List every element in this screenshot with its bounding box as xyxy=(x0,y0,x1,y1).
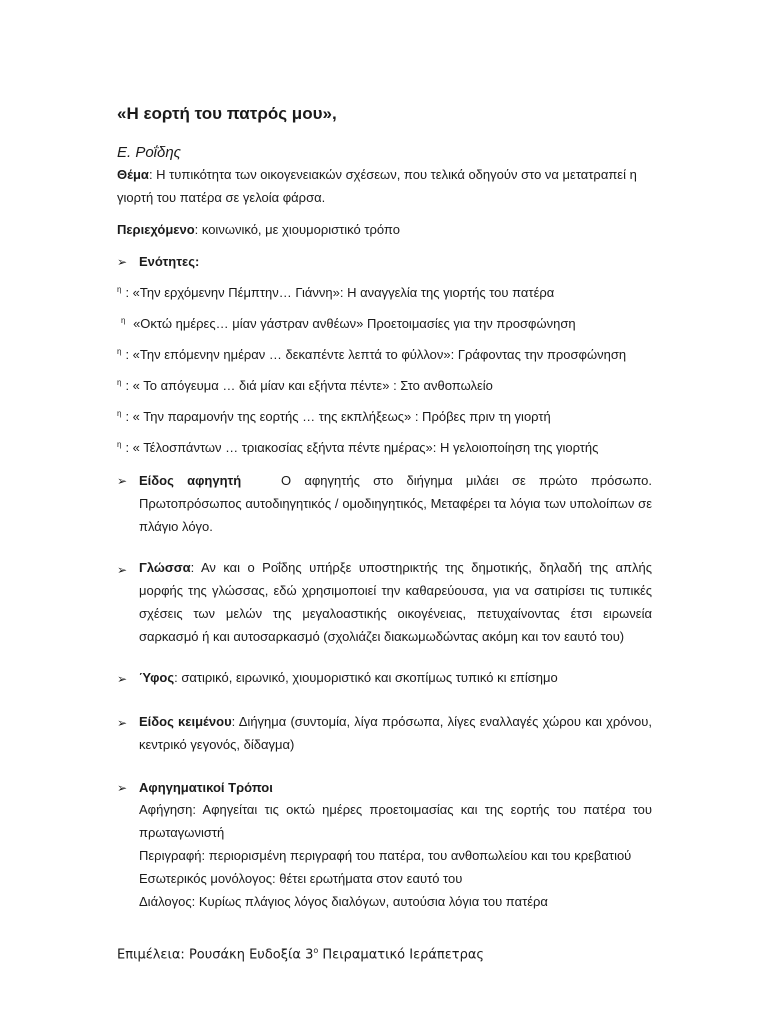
narrator-label: Είδος αφηγητή xyxy=(139,473,242,488)
bullet-icon: ➢ xyxy=(117,781,128,795)
author-name: Ε. Ροΐδης xyxy=(117,144,181,161)
modes-paragraph xyxy=(139,776,652,799)
mode-item: Περιγραφή: περιορισμένη περιγραφή του πατέρα, του ανθοπωλείου και του κρεβατιού xyxy=(139,848,632,863)
section-item: $^\eta$ : « Το απόγευμα … διά μίαν και εξήντα πέντε» : Στο ανθοπωλείο xyxy=(117,378,493,393)
section-item: $^\eta$ : « Τέλοσπάντων … τριακοσίας εξήντα πέντε ημέρας»: Η γελοιοποίηση της γιορτής xyxy=(117,440,599,455)
section-item: $^\eta$ : «Την ερχόμενην Πέμπτην… Γιάννη»: Η αναγγελία της γιορτής του πατέρα xyxy=(117,285,555,300)
language-label: Γλώσσα xyxy=(139,560,191,575)
mode-item: Διάλογος: Κυρίως πλάγιος λόγος διαλόγων, αυτούσια λόγια του πατέρα xyxy=(139,894,548,909)
theme-label: Θέμα xyxy=(117,167,149,182)
footer-credit: Επιμέλεια: Ρουσάκη Ευδοξία $3^o$ Πειραματικό Ιεράπετρας xyxy=(117,946,485,963)
content-text: : κοινωνικό, με χιουμοριστικό τρόπο xyxy=(194,222,400,237)
content-paragraph xyxy=(117,218,400,241)
text-type-paragraph xyxy=(139,710,652,756)
text-type-label: Είδος κειμένου xyxy=(139,714,232,729)
narrator-text: Ο αφηγητής στο διήγημα μιλάει σε πρώτο πρόσωπο. Πρωτοπρόσωπος αυτοδιηγητικός / ομοδιηγητικός, Μεταφέρει τα λόγια των υπολοίπων σε πλάγιο λόγο. xyxy=(139,473,656,534)
text-type-text: : Διήγημα (συντομία, λίγα πρόσωπα, λίγες εναλλαγές χώρου και χρόνου, κεντρικό γεγονός, δίδαγμα) xyxy=(139,714,652,752)
mode-item: Αφήγηση: Αφηγείται τις οκτώ ημέρες προετοιμασίας και της εορτής του πατέρα του πρωταγωνιστή xyxy=(139,802,652,840)
style-label: Ύφος xyxy=(139,670,175,685)
section-item: $^\eta$ «Οκτώ ημέρες… μίαν γάστραν ανθέων» Προετοιμασίες για την προσφώνηση xyxy=(121,316,576,331)
style-text: : σατιρικό, ειρωνικό, χιουμοριστικό και σκοπίμως τυπικό κι επίσημο xyxy=(174,670,558,685)
theme-paragraph xyxy=(117,163,652,209)
bullet-icon: ➢ xyxy=(117,563,128,577)
style-paragraph xyxy=(139,666,652,689)
modes-list xyxy=(139,798,652,913)
section-item: $^\eta$ : « Την παραμονήν της εορτής … της εκπλήξεως» : Πρόβες πριν τη γιορτή xyxy=(117,409,551,424)
modes-label: Αφηγηματικοί Τρόποι xyxy=(139,780,273,795)
mode-item: Εσωτερικός μονόλογος: θέτει ερωτήματα στον εαυτό του xyxy=(139,871,463,886)
theme-text: : Η τυπικότητα των οικογενειακών σχέσεων, που τελικά οδηγούν στο να μετατραπεί η γιορτή του πατέρα σε γελοία φάρσα. xyxy=(117,167,637,205)
section-item: $^\eta$ : «Την επόμενην ημέραν … δεκαπέντε λεπτά το φύλλον»: Γράφοντας την προσφώνηση xyxy=(117,347,627,362)
language-text: : Αν και ο Ροΐδης υπήρξε υποστηρικτής της δημοτικής, δηλαδή της απλής μορφής της γλώσσας, εδώ χρησιμοποιεί την καθαρεύουσα, για να σατιρίσει τις τυπικές σχέσεις των μελών της μεγαλοαστικής οικογένειας, πετυχαίνοντας έτσι ειρωνεία σαρκασμό ή και αυτοσαρκασμό (σχολιάζει διακωμωδώντας ακόμη και τον εαυτό του) xyxy=(139,560,652,644)
document-title: «Η εορτή του πατρός μου», xyxy=(117,104,337,123)
bullet-icon: ➢ xyxy=(117,716,128,730)
content-label: Περιεχόμενο xyxy=(117,222,195,237)
bullet-icon: ➢ xyxy=(117,474,128,488)
language-paragraph xyxy=(139,556,652,648)
sections-heading: Ενότητες: xyxy=(139,254,200,269)
bullet-icon: ➢ xyxy=(117,672,128,686)
narrator-paragraph xyxy=(139,469,656,538)
bullet-icon: ➢ xyxy=(117,255,128,269)
